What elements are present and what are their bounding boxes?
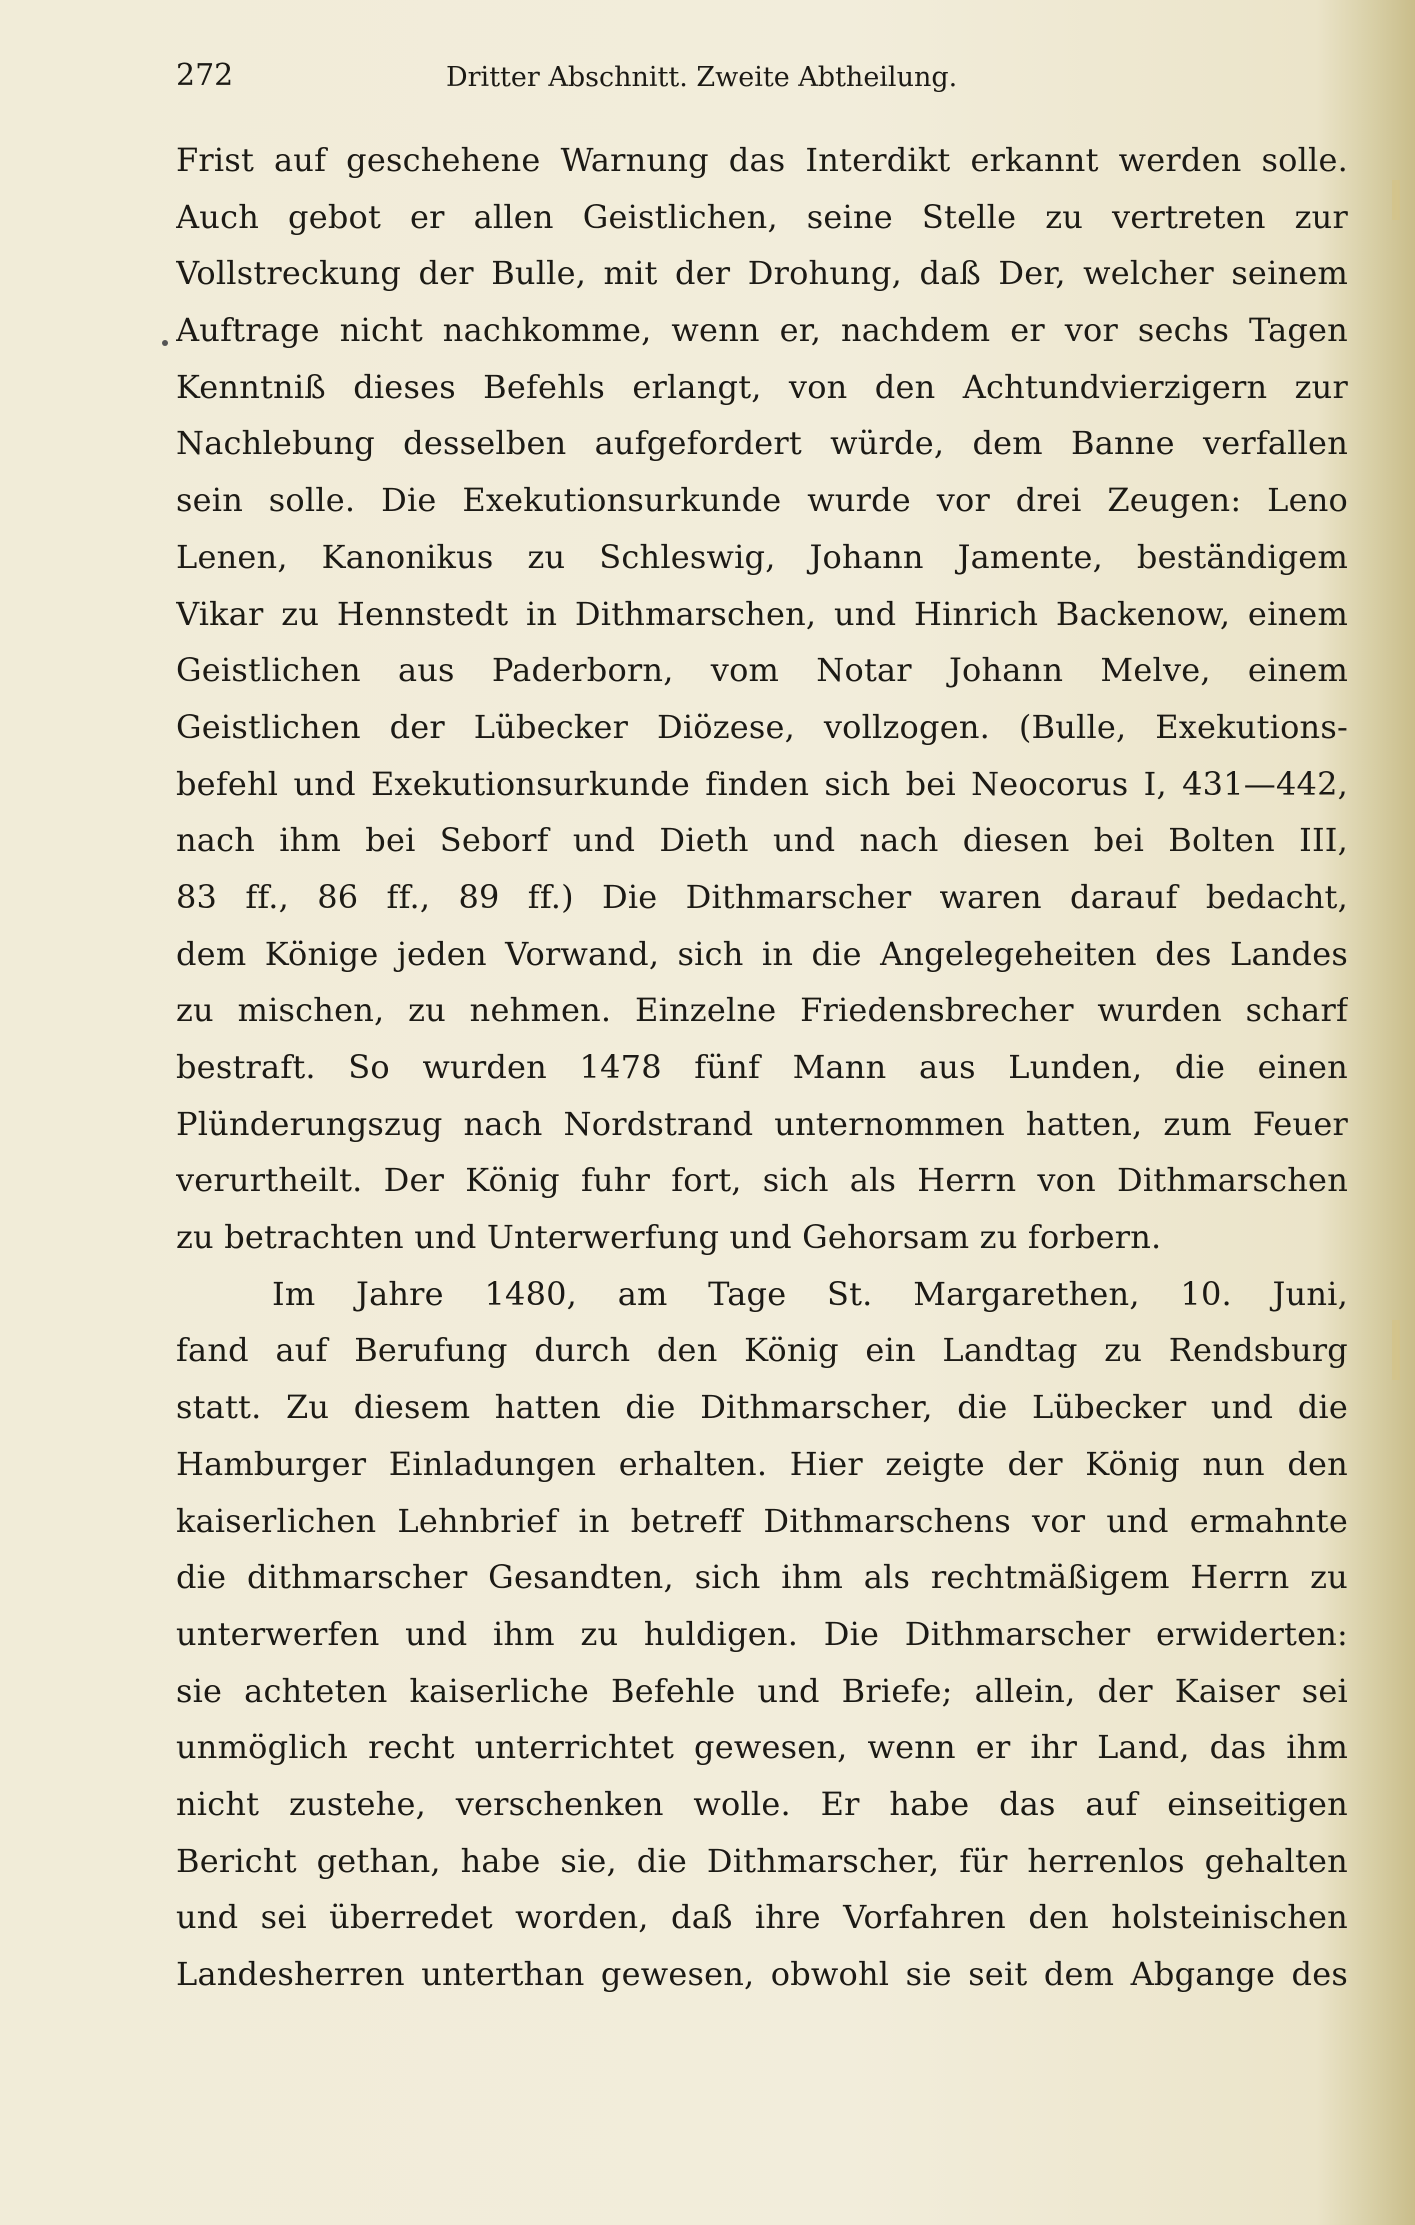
- body-text: [176, 132, 1348, 2003]
- text-line: Vollstreckung der Bulle, mit der Drohung, daß Der, welcher seinem: [176, 254, 1348, 293]
- text-line: zu betrachten und Unterwerfung und Gehorsam zu forbern.: [176, 1218, 1162, 1257]
- text-line: und sei überredet worden, daß ihre Vorfahren den holsteinischen: [176, 1898, 1348, 1937]
- text-line: Hamburger Einladungen erhalten. Hier zeigte der König nun den: [176, 1444, 1348, 1483]
- page-number: 272: [176, 58, 234, 93]
- text-line: Vikar zu Hennstedt in Dithmarschen, und Hinrich Backenow, einem: [176, 594, 1348, 633]
- text-line: bestraft. So wurden 1478 fünf Mann aus Lunden, die einen: [176, 1048, 1348, 1086]
- text-line: fand auf Berufung durch den König ein Landtag zu Rendsburg: [176, 1331, 1348, 1370]
- page-edge-stain: [1392, 1320, 1400, 1380]
- text-line: dem Könige jeden Vorwand, sich in die Angelegeheiten des Landes: [176, 934, 1348, 973]
- text-line: statt. Zu diesem hatten die Dithmarscher, die Lübecker und die: [176, 1388, 1348, 1427]
- text-line: befehl und Exekutionsurkunde finden sich bei Neocorus I, 431—442,: [176, 764, 1348, 803]
- text-line: 83 ff., 86 ff., 89 ff.) Die Dithmarscher waren darauf bedacht,: [176, 877, 1348, 916]
- text-line: Geistlichen der Lübecker Diözese, vollzogen. (Bulle, Exekutions-: [176, 707, 1348, 746]
- text-line: unmöglich recht unterrichtet gewesen, wenn er ihr Land, das ihm: [176, 1728, 1348, 1767]
- text-line: sie achteten kaiserliche Befehle und Briefe; allein, der Kaiser sei: [176, 1671, 1348, 1710]
- running-head: Dritter Abschnitt. Zweite Abtheilung.: [446, 62, 958, 93]
- text-line: Bericht gethan, habe sie, die Dithmarscher, für herrenlos gehalten: [176, 1841, 1348, 1880]
- text-line: Auftrage nicht nachkomme, wenn er, nachdem er vor sechs Tagen: [176, 311, 1348, 350]
- page-header: [176, 58, 1256, 108]
- page-edge-stain: [1392, 180, 1400, 220]
- text-line: verurtheilt. Der König fuhr fort, sich als Herrn von Dithmarschen: [176, 1161, 1348, 1200]
- text-line: die dithmarscher Gesandten, sich ihm als rechtmäßigem Herrn zu: [176, 1558, 1348, 1597]
- text-line: nicht zustehe, verschenken wolle. Er habe das auf einseitigen: [176, 1784, 1348, 1823]
- text-line: sein solle. Die Exekutionsurkunde wurde vor drei Zeugen: Leno: [176, 481, 1348, 520]
- text-line: Landesherren unterthan gewesen, obwohl sie seit dem Abgange des: [176, 1955, 1348, 1993]
- text-line: nach ihm bei Seborf und Dieth und nach diesen bei Bolten III,: [176, 821, 1348, 860]
- margin-mark: [162, 340, 168, 346]
- text-line: Lenen, Kanonikus zu Schleswig, Johann Jamente, beständigem: [176, 537, 1348, 576]
- text-line: Kenntniß dieses Befehls erlangt, von den Achtundvierzigern zur: [176, 367, 1348, 406]
- paragraph-first-line: Im Jahre 1480, am Tage St. Margarethen, 10. Juni,: [272, 1274, 1348, 1313]
- text-line: Nachlebung desselben aufgefordert würde, dem Banne verfallen: [176, 424, 1348, 463]
- text-line: unterwerfen und ihm zu huldigen. Die Dithmarscher erwiderten:: [176, 1614, 1348, 1653]
- text-line: Auch gebot er allen Geistlichen, seine Stelle zu vertreten zur: [176, 197, 1348, 236]
- text-line: Geistlichen aus Paderborn, vom Notar Johann Melve, einem: [176, 651, 1348, 690]
- text-line: zu mischen, zu nehmen. Einzelne Friedensbrecher wurden scharf: [176, 991, 1348, 1030]
- text-line: Plünderungszug nach Nordstrand unternommen hatten, zum Feuer: [176, 1104, 1348, 1143]
- text-line: kaiserlichen Lehnbrief in betreff Dithmarschens vor und ermahnte: [176, 1501, 1348, 1540]
- text-line: Frist auf geschehene Warnung das Interdikt erkannt werden solle.: [176, 141, 1348, 179]
